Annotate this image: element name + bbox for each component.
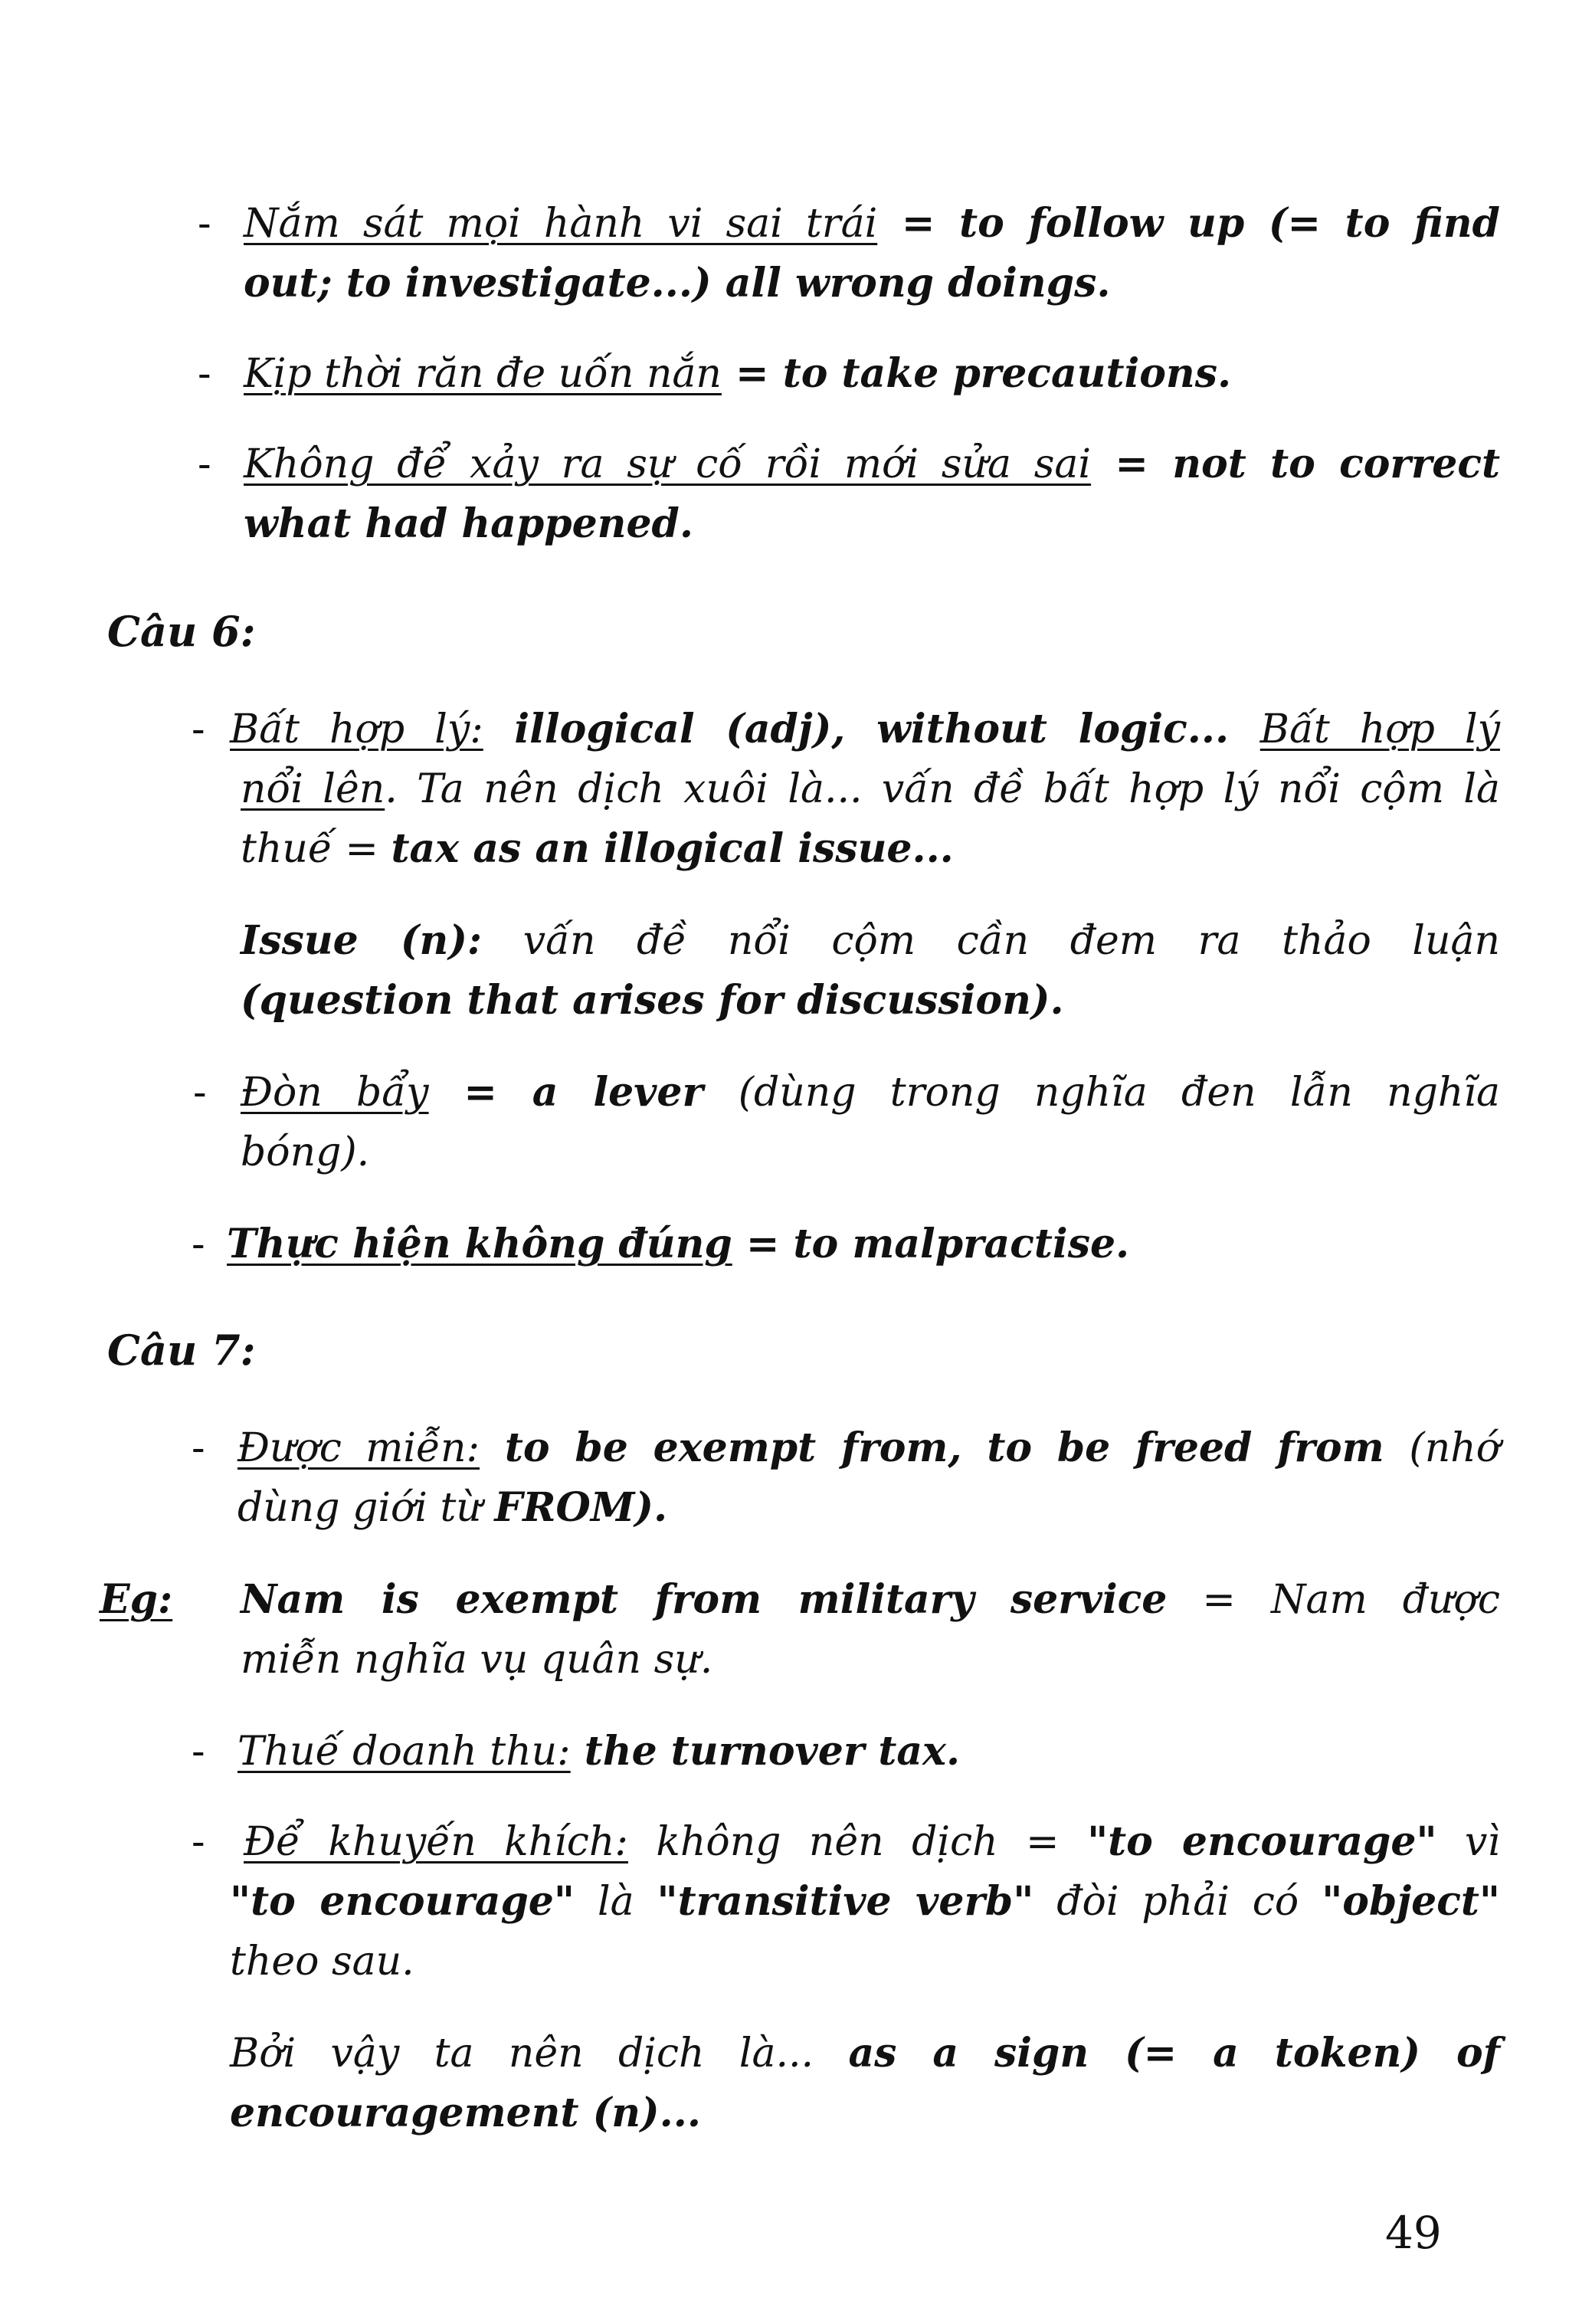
explanation-text: đòi phải có — [1033, 1879, 1322, 1925]
example-sentence-line — [241, 1571, 1500, 1629]
explanation-text: thuế = — [241, 826, 391, 872]
vietnamese-term: Không để xảy ra sự cố rồi mới sửa sai — [244, 441, 1092, 487]
vietnamese-term: Để khuyến khích: — [244, 1819, 628, 1865]
english-translation: = to malpractise. — [732, 1221, 1130, 1267]
english-term: "to encourage" — [230, 1878, 575, 1925]
explanation-text: . Ta nên dịch xuôi là... vấn đề bất hợp lý nổi cộm là — [385, 766, 1501, 812]
example-sentence-line: miễn nghĩa vụ quân sự. — [241, 1637, 713, 1683]
vocab-entry-line — [241, 820, 954, 878]
english-term: "transitive verb" — [657, 1878, 1034, 1925]
vietnamese-term: Đòn bẩy — [241, 1070, 429, 1116]
vocab-entry-line — [237, 1479, 667, 1537]
vocab-entry-line — [244, 345, 1231, 403]
english-translation: illogical (adj), without logic... — [483, 706, 1260, 752]
english-translation: the turnover tax. — [570, 1728, 961, 1775]
english-translation: tax as an illogical issue... — [391, 825, 954, 872]
vietnamese-term: Thực hiện không đúng — [227, 1221, 732, 1267]
english-sentence: Nam is exempt from military service — [241, 1576, 1168, 1623]
bullet-dash: - — [193, 1070, 207, 1116]
explanation-text: (dùng trong nghĩa đen lẫn nghĩa — [738, 1070, 1500, 1116]
bullet-dash: - — [198, 441, 211, 487]
vocab-entry-line: bóng). — [241, 1129, 370, 1175]
vocab-entry-line — [230, 2024, 1500, 2083]
section-heading: Câu 7: — [107, 1326, 256, 1375]
bullet-dash: - — [198, 351, 211, 397]
explanation-text: không nên dịch = — [627, 1819, 1088, 1865]
bullet-dash: - — [192, 1729, 205, 1775]
explanation-text: là — [575, 1879, 657, 1925]
vocab-entry-line — [241, 912, 1500, 970]
english-term: Issue (n): — [241, 917, 483, 964]
vietnamese-term: Bất hợp lý: — [230, 706, 483, 752]
page-number: 49 — [1385, 2207, 1442, 2259]
vocab-entry-line — [241, 1064, 1500, 1122]
bullet-dash: - — [192, 1819, 205, 1865]
vietnamese-term: nổi lên — [241, 766, 385, 812]
section-heading: Câu 6: — [107, 607, 256, 656]
english-translation: as a sign (= a token) of — [848, 2030, 1501, 2077]
vocab-entry-line: what had happened. — [244, 500, 694, 547]
bullet-dash: - — [198, 201, 211, 247]
explanation-text: vấn đề nổi cộm cần đem ra thảo luận — [482, 918, 1500, 964]
english-translation: = to take precautions. — [721, 350, 1232, 397]
vocab-entry-line — [241, 760, 1500, 818]
bullet-dash: - — [192, 1425, 205, 1471]
english-translation: = to follow up (= to find — [877, 200, 1500, 247]
vietnamese-term: Nắm sát mọi hành vi sai trái — [244, 201, 878, 247]
vietnamese-term: Kịp thời răn đe uốn nắn — [244, 351, 722, 397]
vocab-entry-line: out; to investigate...) all wrong doings. — [244, 260, 1111, 306]
example-label: Eg: — [100, 1576, 173, 1623]
bullet-dash: - — [192, 706, 205, 752]
english-term: FROM). — [494, 1484, 668, 1531]
explanation-text: Bởi vậy ta nên dịch là... — [230, 2031, 849, 2077]
vocab-entry-line — [230, 700, 1500, 759]
vietnamese-term: Thuế doanh thu: — [237, 1729, 571, 1775]
explanation-text: dùng giới từ — [237, 1485, 495, 1531]
vocab-entry-line — [227, 1215, 1129, 1273]
explanation-text: (nhớ — [1409, 1425, 1500, 1471]
vietnamese-translation: = Nam được — [1167, 1577, 1500, 1623]
english-term: "to encourage" — [1087, 1818, 1437, 1865]
vietnamese-term: Bất hợp lý — [1259, 706, 1500, 752]
english-translation: to be exempt from, to be freed from — [480, 1424, 1410, 1471]
english-translation: = a lever — [428, 1069, 739, 1116]
vocab-entry-line — [244, 435, 1500, 493]
vocab-entry-line — [244, 195, 1500, 253]
english-term: "object" — [1322, 1878, 1500, 1925]
vocab-entry-line — [237, 1723, 960, 1781]
vocab-entry-line — [237, 1419, 1500, 1477]
english-translation: = not to correct — [1091, 441, 1500, 487]
vocab-entry-line: encouragement (n)... — [230, 2090, 701, 2136]
vocab-entry-line — [244, 1813, 1500, 1871]
vocab-entry-line — [230, 1873, 1500, 1931]
explanation-text: vì — [1436, 1819, 1500, 1865]
vocab-entry-line: theo sau. — [230, 1939, 414, 1985]
vocab-entry-line: (question that arises for discussion). — [241, 977, 1064, 1024]
bullet-dash: - — [192, 1221, 205, 1267]
vietnamese-term: Được miễn: — [237, 1425, 480, 1471]
